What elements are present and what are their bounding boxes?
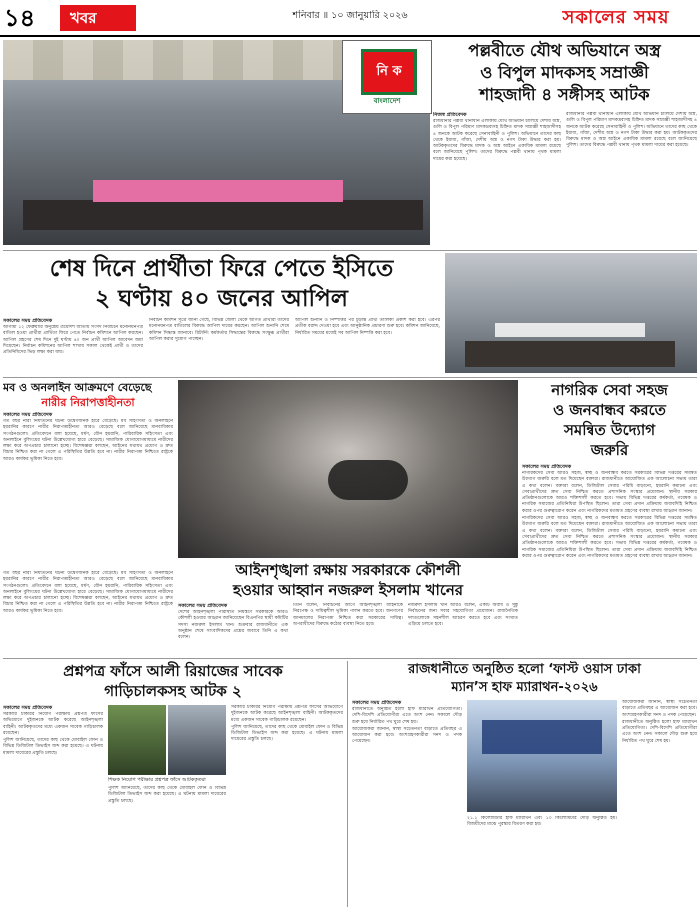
law-body-col3: [408, 603, 518, 655]
divider-vertical: [347, 661, 348, 907]
marathon-body-text-2: ২১.১ কিলোমিটার হাফ ম্যারাথন এবং ১০ কিলোমিটার দৌড় অনুষ্ঠিত হয়। বিজয়ীদের মাঝে পুরস্কার বিতরণ করা হয়।: [467, 816, 617, 828]
category-tag: খবর: [60, 5, 136, 31]
suspect2-shade: [168, 705, 226, 775]
suspects-photo-2: [168, 705, 226, 775]
suspect1-shade: [108, 705, 166, 775]
women-body-text-cont: গত বছর নারী নির্যাতনের ঘটনা উদ্বেগজনক হারে বেড়েছে। মব সহিংসতা ও অনলাইনে হয়রানির কারণে নারীর নিরাপত্তাহীনতা আরও বেড়েছে বলে জানিয়েছে মানবাধিকার সংগঠনগুলো। প্রতিবেদনে বলা হয়েছে, ধর্ষণ, যৌন হয়রানি, পারিবারিক সহিংসতা এবং অনলাইনে বুলিংয়ের ঘটনা উল্লেখযোগ্য হারে বেড়েছে। সামাজিক যোগাযোগমাধ্যমে নারীদের লক্ষ্য করে অপপ্রচার চালানো হচ্ছে। বিশেষজ্ঞরা বলছেন, আইনের যথাযথ প্রয়োগ ও দ্রুত বিচার নিশ্চিত করা না গেলে এ পরিস্থিতির উন্নতি হবে না। নারীর নিরাপত্তা নিশ্চিতে রাষ্ট্রকে আরও কার্যকর ভূমিকা নিতে হবে।: [3, 571, 173, 614]
women-body-text: গত বছর নারী নির্যাতনের ঘটনা উদ্বেগজনক হারে বেড়েছে। মব সহিংসতা ও অনলাইনে হয়রানির কারণে নারীর নিরাপত্তাহীনতা আরও বেড়েছে বলে জানিয়েছে মানবাধিকার সংগঠনগুলো। প্রতিবেদনে বলা হয়েছে, ধর্ষণ, যৌন হয়রানি, পারিবারিক সহিংসতা এবং অনলাইনে বুলিংয়ের ঘটনা উল্লেখযোগ্য হারে বেড়েছে। সামাজিক যোগাযোগমাধ্যমে নারীদের লক্ষ্য করে অপপ্রচার চালানো হচ্ছে। বিশেষজ্ঞরা বলছেন, আইনের যথাযথ প্রয়োগ ও দ্রুত বিচার নিশ্চিত করা না গেলে এ পরিস্থিতির উন্নতি হবে না। নারীর নিরাপত্তা নিশ্চিতে রাষ্ট্রকে আরও কার্যকর ভূমিকা নিতে হবে।: [3, 419, 173, 462]
marathon-byline: সকালের সময় প্রতিবেদক: [352, 700, 402, 706]
marathon-body-col1: [352, 707, 462, 907]
law-body-col1: [178, 610, 288, 655]
question-body-col3: [231, 705, 343, 907]
law-headline-line2: হওয়ার আহ্বান নজরুল ইসলাম খানের: [232, 581, 464, 599]
civic-headline-line1: নাগরিক সেবা সহজ: [551, 381, 668, 399]
raid-body-col2: [566, 112, 697, 247]
ec-body-text-2: নির্বাচন কমিশন সূত্রে জানা গেছে, বিভিন্ন জেলা থেকে আগত প্রার্থীরা তাদের মনোনয়নপত্র বাতিলের বিরুদ্ধে আপিল দায়ের করছেন। আপিল শুনানি শেষে কমিশন সিদ্ধান্ত জানাবে। রিটার্নিং কর্মকর্তার সিদ্ধান্তের বিরুদ্ধে সংক্ষুব্ধ প্রার্থীরা আপিল করার সুযোগ পাচ্ছেন।: [149, 318, 289, 342]
marathon-body-text-1: রাজধানীতে অনুষ্ঠিত হলো হাফ ম্যারাথন প্রতিযোগিতা। দেশি-বিদেশি প্রতিযোগীরা এতে অংশ নেন। সকালে দৌড় শুরু হয়ে নির্ধারিত পথ ঘুরে শেষ হয়।: [352, 707, 462, 725]
ec-logo-letters: নি ক: [376, 64, 402, 79]
women-body: [3, 419, 173, 569]
women-body-cont: [3, 571, 173, 655]
raid-headline-line1: পল্লবীতে যৌথ অভিযানে অস্ত্র: [468, 41, 661, 60]
civic-byline: সকালের সময় প্রতিবেদক: [522, 464, 572, 470]
ec-logo-badge: [342, 40, 432, 114]
raid-headline-line3: শাহজাদী ৪ সঙ্গীসহ আটক: [479, 85, 650, 104]
law-headline: [178, 560, 518, 600]
ec-body-text-1: আগামী ১২ ফেব্রুয়ারি অনুষ্ঠেয় ত্রয়োদশ জাতীয় সংসদ নির্বাচনে মনোনয়নপত্র বাতিল হওয়া প্রার্থীরা প্রার্থিতা ফিরে পেতে নির্বাচন কমিশনে আপিল করছেন। আপিল গ্রহণের শেষ দিনে দুই ঘণ্টায় ৪০ জন প্রার্থী আপিল আবেদন জমা দিয়েছেন। নির্বাচন কমিশনের আপিল শাখায় সকাল থেকেই প্রার্থী ও তাদের প্রতিনিধিদের ভিড় লক্ষ্য করা যায়।: [3, 325, 143, 356]
women-headline-line2: নারীর নিরাপত্তাহীনতা: [41, 396, 135, 409]
marathon-stage-banner: [482, 720, 602, 754]
seized-banner: [495, 323, 645, 337]
marathon-photo-shade: [467, 700, 617, 812]
marathon-body-col3: [622, 700, 697, 907]
question-body-text-3b: পুলিশ জানিয়েছে, তাদের কাছ থেকে মোবাইল ফোন ও বিভিন্ন ডিজিটাল ডিভাইস জব্দ করা হয়েছে। এ ঘটনায় মামলা দায়েরের প্রস্তুতি চলছে।: [231, 724, 343, 743]
marathon-body-col2: [467, 816, 617, 907]
civic-headline-line3: সমন্বিত উদ্যোগ: [563, 421, 656, 439]
civic-headline: [522, 380, 697, 460]
header-rule: [0, 35, 700, 37]
law-body-text-2: তিনি বলেন, নির্বাচনের আগে আইনশৃঙ্খলা বাহিনীকে নিরপেক্ষ ও দায়িত্বশীল ভূমিকা পালন করতে হবে। জনগণের জানমালের নিরাপত্তা নিশ্চিত করা সরকারের দায়িত্ব। অপরাধীদের বিরুদ্ধে কঠোর ব্যবস্থা নিতে হবে।: [293, 603, 403, 627]
marathon-body-text-3b: রাজধানীতে অনুষ্ঠিত হলো হাফ ম্যারাথন প্রতিযোগিতা। দেশি-বিদেশি প্রতিযোগীরা এতে অংশ নেন। সকালে দৌড় শুরু হয়ে নির্ধারিত পথ ঘুরে শেষ হয়।: [622, 719, 697, 744]
question-body-text-1b: পুলিশ জানিয়েছে, তাদের কাছ থেকে মোবাইল ফোন ও বিভিন্ন ডিজিটাল ডিভাইস জব্দ করা হয়েছে। এ ঘটনায় মামলা দায়েরের প্রস্তুতি চলছে।: [3, 738, 103, 756]
civic-headline-line2: ও জনবান্ধব করতে: [553, 401, 666, 419]
ec-logo-label: বাংলাদেশ: [373, 97, 401, 105]
raid-headline-line2: ও বিপুল মাদকসহ সম্রাজ্ঞী: [480, 63, 649, 82]
raid-byline: নিজস্ব প্রতিবেদক: [433, 112, 467, 118]
marathon-photo: [467, 700, 617, 812]
ec-headline: [3, 254, 440, 314]
ec-body-col3: [295, 318, 440, 375]
paper-logo: [536, 3, 696, 33]
civic-body-text: নাগরিকদের সেবা আরও সহজ, স্বচ্ছ ও জনবান্ধব করতে সরকারের বিভিন্ন দপ্তরের সমন্বিত উদ্যোগ জরুরি বলে মত দিয়েছেন বক্তারা। রাজধানীতে আয়োজিত এক আলোচনা সভায় তারা এ কথা বলেন। বক্তারা বলেন, ডিজিটাল সেবার পরিধি বাড়ানো, হয়রানি কমানো এবং সেবাপ্রার্থীদের দ্রুত সেবা নিশ্চিত করতে প্রশাসনিক সংস্কার প্রয়োজন। স্থানীয় সরকার প্রতিষ্ঠানগুলোকে আরও শক্তিশালী করতে হবে। সভায় বিভিন্ন দপ্তরের কর্মকর্তা, গবেষক ও নাগরিক সমাজের প্রতিনিধিরা উপস্থিত ছিলেন। তারা সেবা প্রদান প্রক্রিয়ায় জবাবদিহি নিশ্চিত করার ওপর গুরুত্বারোপ করেন এবং নাগরিকদের মতামত গ্রহণের ব্যবস্থা রাখার আহ্বান জানান।: [522, 471, 697, 514]
women-byline: সকালের সময় প্রতিবেদক: [3, 412, 53, 418]
seized-items-photo: [445, 253, 697, 373]
ec-body-col1: [3, 325, 143, 375]
raid-headline: [432, 40, 697, 106]
civic-body-text-cont: নাগরিকদের সেবা আরও সহজ, স্বচ্ছ ও জনবান্ধব করতে সরকারের বিভিন্ন দপ্তরের সমন্বিত উদ্যোগ জরুরি বলে মত দিয়েছেন বক্তারা। রাজধানীতে আয়োজিত এক আলোচনা সভায় তারা এ কথা বলেন। বক্তারা বলেন, ডিজিটাল সেবার পরিধি বাড়ানো, হয়রানি কমানো এবং সেবাপ্রার্থীদের দ্রুত সেবা নিশ্চিত করতে প্রশাসনিক সংস্কার প্রয়োজন। স্থানীয় সরকার প্রতিষ্ঠানগুলোকে আরও শক্তিশালী করতে হবে। সভায় বিভিন্ন দপ্তরের কর্মকর্তা, গবেষক ও নাগরিক সমাজের প্রতিনিধিরা উপস্থিত ছিলেন। তারা সেবা প্রদান প্রক্রিয়ায় জবাবদিহি নিশ্চিত করার ওপর গুরুত্বারোপ করেন এবং নাগরিকদের মতামত গ্রহণের ব্যবস্থা রাখার আহ্বান জানান।: [522, 516, 697, 559]
question-body-col1: [3, 712, 103, 907]
civic-headline-line4: জরুরি: [590, 441, 629, 459]
divider-3: [3, 658, 697, 659]
ec-logo-box: [361, 49, 417, 95]
microphone-cluster: [328, 460, 408, 500]
suspects-caption: শিক্ষক নিয়োগ পরীক্ষার প্রশ্নপত্র ফাঁসে আটককৃতরা: [108, 777, 206, 783]
press-briefing-photo: [178, 380, 518, 558]
question-body-col2: [108, 786, 226, 907]
marathon-body-text-1b: আয়োজকরা জানান, স্বাস্থ্য সচেতনতা বাড়াতে প্রতিবছর এ আয়োজন করা হবে। অংশগ্রহণকারীরা সনদ ও পদক পেয়েছেন।: [352, 726, 462, 745]
marathon-body-text-3: আয়োজকরা জানান, স্বাস্থ্য সচেতনতা বাড়াতে প্রতিবছর এ আয়োজন করা হবে। অংশগ্রহণকারীরা সনদ ও পদক পেয়েছেন।: [622, 700, 697, 718]
divider-2: [3, 377, 697, 378]
ec-body-col2: [149, 318, 289, 375]
raid-body-text: রাজধানীর পল্লবী থানাধীন এলাকায় যৌথ অভিযান চালিয়ে দেশীয় অস্ত্র, গুলি ও বিপুল পরিমাণ মাদকদ্রব্যসহ চিহ্নিত মাদক সম্রাজ্ঞী শাহজাদীসহ ৪ জনকে আটক করেছে সেনাবাহিনী ও পুলিশ। অভিযানে তাদের কাছ থেকে ইয়াবা, গাঁজা, দেশীয় অস্ত্র ও নগদ টাকা উদ্ধার করা হয়। আটককৃতদের বিরুদ্ধে মাদক ও অস্ত্র আইনে একাধিক মামলা রয়েছে বলে জানিয়েছে পুলিশ। তাদের বিরুদ্ধে পল্লবী থানায় পৃথক মামলা দায়ের করা হয়েছে।: [433, 119, 561, 162]
page-number: ১৪: [4, 4, 36, 32]
ec-byline: সকালের সময় প্রতিবেদক: [3, 318, 53, 324]
ec-headline-line2: ২ ঘণ্টায় ৪০ জনের আপিল: [95, 286, 348, 312]
paper-logo-text: সকালের সময়: [562, 7, 670, 28]
ec-headline-line1: শেষ দিনে প্রার্থীতা ফিরে পেতে ইসিতে: [49, 256, 394, 282]
law-body-col2: [293, 603, 403, 655]
women-headline: [3, 380, 173, 410]
law-body-text-3: নজরুল ইসলাম খান আরও বলেন, একটি অবাধ ও সুষ্ঠু নির্বাচনের জন্য সবার সহযোগিতা প্রয়োজন। রাজনৈতিক দলগুলোকে সহনশীল আচরণ করতে হবে এবং সংঘাত এড়িয়ে চলতে হবে।: [408, 603, 518, 627]
women-headline-line1: মব ও অনলাইন আক্রমণে বেড়েছে: [3, 381, 152, 394]
question-body-text-1: সরকারি চাকরির নিয়োগ পরীক্ষায় প্রশ্নপত্র ফাঁসের অভিযোগে দুইজনকে আটক করেছে আইনশৃঙ্খলা বাহিনী। আটককৃতদের মধ্যে একজন সাবেক গাড়িচালক রয়েছেন।: [3, 712, 103, 736]
question-body-text-2: পুলিশ জানিয়েছে, তাদের কাছ থেকে মোবাইল ফোন ও বিভিন্ন ডিজিটাল ডিভাইস জব্দ করা হয়েছে। এ ঘটনায় মামলা দায়েরের প্রস্তুতি চলছে।: [108, 786, 226, 804]
law-body-text-1: দেশের আইনশৃঙ্খলা পরিস্থিতি নিয়ন্ত্রণে সরকারকে আরও কৌশলী হওয়ার আহ্বান জানিয়েছেন বিএনপির স্থায়ী কমিটির সদস্য নজরুল ইসলাম খান। শুক্রবার রাজধানীতে এক অনুষ্ঠান শেষে সাংবাদিকদের প্রশ্নের জবাবে তিনি এ কথা বলেন।: [178, 610, 288, 641]
law-headline-line1: আইনশৃঙ্খলা রক্ষায় সরকারকে কৌশলী: [235, 561, 461, 579]
exhibit-table: [23, 200, 423, 230]
law-byline: সকালের সময় প্রতিবেদক: [178, 603, 228, 609]
divider-1: [3, 250, 697, 251]
suspects-photo-1: [108, 705, 166, 775]
question-byline: সকালের সময় প্রতিবেদক: [3, 705, 53, 711]
issue-date: শনিবার ॥ ১০ জানুয়ারি ২০২৬: [292, 10, 408, 21]
raid-body-col1: [433, 119, 561, 247]
ec-body-text-3: আপিল শুনানি ও নিষ্পত্তির পর চূড়ান্ত প্রার্থী তালিকা প্রকাশ করা হবে। এরপর প্রতীক বরাদ্দ দেওয়া হবে এবং আনুষ্ঠানিক প্রচারণা শুরু হবে। কমিশন জানিয়েছে, নির্ধারিত সময়ের মধ্যেই সব আপিল নিষ্পত্তি করা হবে।: [295, 318, 440, 336]
seized-table: [465, 341, 675, 367]
civic-body: [522, 471, 697, 654]
marathon-headline: [352, 661, 697, 697]
raid-body-text-cont: রাজধানীর পল্লবী থানাধীন এলাকায় যৌথ অভিযান চালিয়ে দেশীয় অস্ত্র, গুলি ও বিপুল পরিমাণ মাদকদ্রব্যসহ চিহ্নিত মাদক সম্রাজ্ঞী শাহজাদীসহ ৪ জনকে আটক করেছে সেনাবাহিনী ও পুলিশ। অভিযানে তাদের কাছ থেকে ইয়াবা, গাঁজা, দেশীয় অস্ত্র ও নগদ টাকা উদ্ধার করা হয়। আটককৃতদের বিরুদ্ধে মাদক ও অস্ত্র আইনে একাধিক মামলা রয়েছে বলে জানিয়েছে পুলিশ। তাদের বিরুদ্ধে পল্লবী থানায় পৃথক মামলা দায়ের করা হয়েছে।: [566, 112, 697, 149]
question-headline: [3, 661, 343, 701]
marathon-headline-line2: ম্যান’স হাফ ম্যারাথন-২০২৬: [451, 680, 598, 695]
marathon-headline-line1: রাজধানীতে অনুষ্ঠিত হলো ‘ফাস্ট ওয়াস ঢাকা: [408, 662, 641, 677]
question-headline-line2: গাড়িচালকসহ আটক ২: [104, 682, 242, 700]
question-body-text-3: সরকারি চাকরির নিয়োগ পরীক্ষায় প্রশ্নপত্র ফাঁসের অভিযোগে দুইজনকে আটক করেছে আইনশৃঙ্খলা বাহিনী। আটককৃতদের মধ্যে একজন সাবেক গাড়িচালক রয়েছেন।: [231, 705, 343, 723]
exhibit-pink-cloth: [93, 180, 343, 202]
question-headline-line1: প্রশ্নপত্র ফাঁসে আলী রিয়াজের সাবেক: [63, 662, 283, 680]
